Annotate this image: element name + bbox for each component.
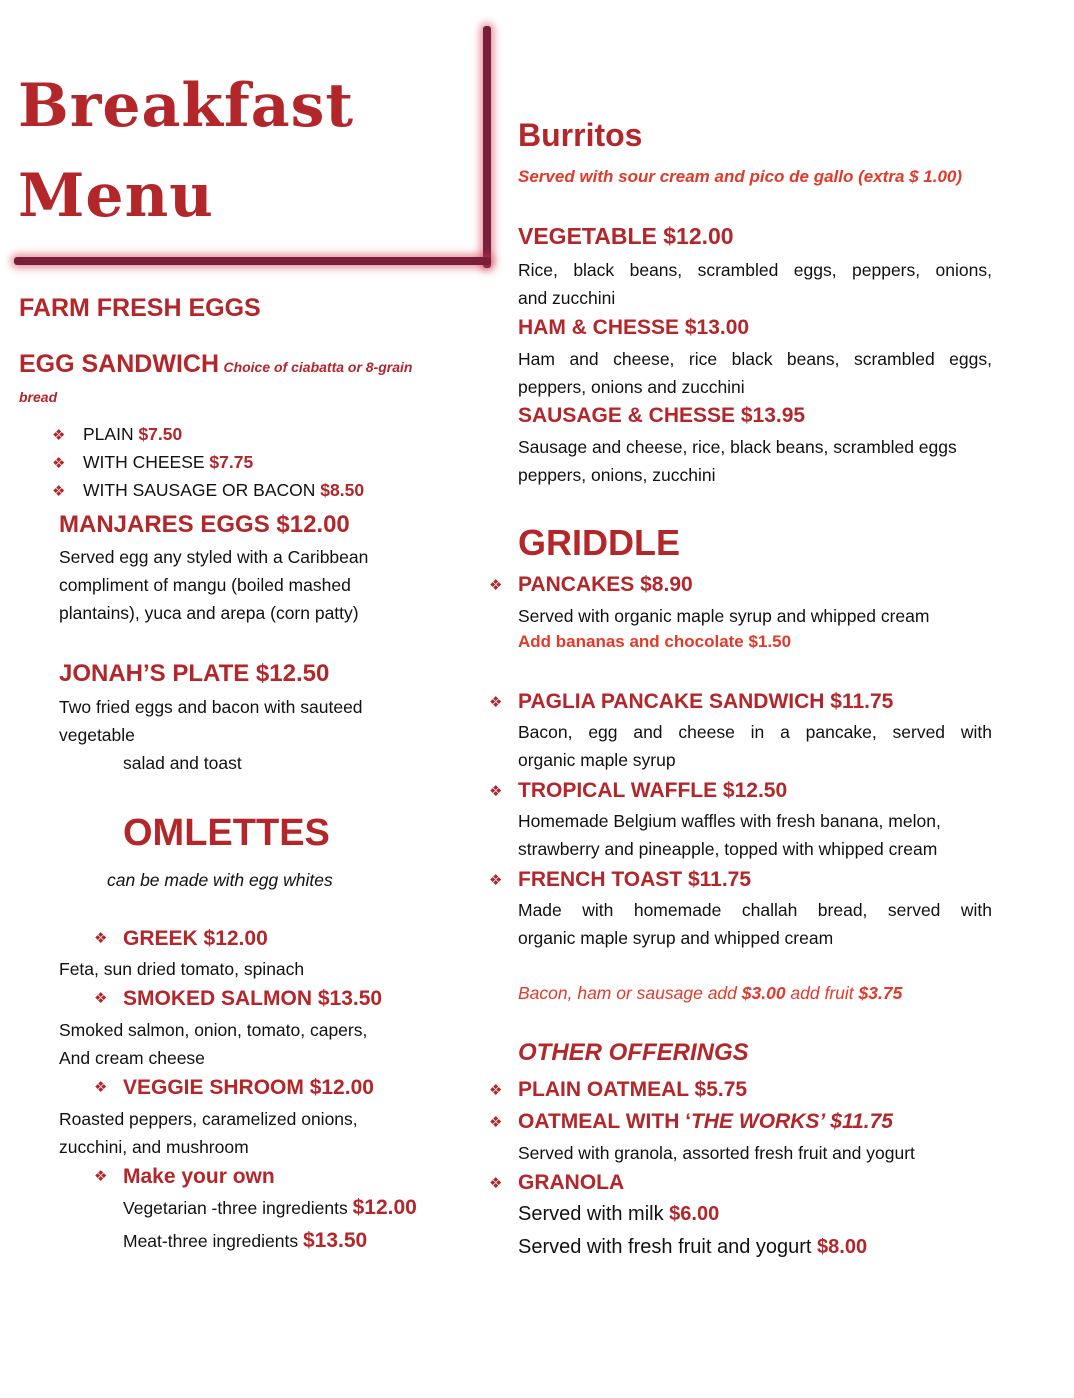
- option-label: Served with milk: [518, 1203, 670, 1225]
- egg-sandwich-note: Choice of ciabatta or 8-grain: [223, 359, 413, 375]
- make-own-veg: [123, 1196, 417, 1220]
- pancakes-desc: Served with organic maple syrup and whipped cream: [518, 606, 930, 626]
- manjares-desc: [59, 543, 368, 627]
- extras-text: Bacon, ham or sausage add: [518, 983, 742, 1003]
- granola-title: GRANOLA: [518, 1171, 625, 1194]
- item-price: $8.50: [320, 480, 365, 500]
- bullet-icon: ❖: [94, 1079, 108, 1096]
- desc-line: vegetable: [59, 725, 135, 745]
- oatmeal-works-desc: Served with granola, assorted fresh fruit and yogurt: [518, 1143, 915, 1163]
- burritos-heading: Burritos: [518, 117, 643, 153]
- item-price: $7.75: [209, 452, 254, 472]
- bullet-icon: ❖: [489, 783, 503, 800]
- title-frame-horizontal: [14, 257, 491, 265]
- bullet-icon: ❖: [489, 1175, 503, 1192]
- item-price: $7.50: [138, 424, 183, 444]
- title-frame-vertical: [483, 26, 491, 268]
- desc-line: strawberry and pineapple, topped with whipped cream: [518, 839, 938, 859]
- option-price: $12.00: [352, 1196, 417, 1219]
- bullet-icon: ❖: [94, 990, 108, 1007]
- desc-line: salad and toast: [123, 753, 242, 773]
- item-label: PLAIN: [83, 424, 134, 444]
- granola-fruit: [518, 1236, 867, 1259]
- egg-sandwich-heading: [19, 351, 439, 379]
- veggie-title: VEGGIE SHROOM $12.00: [123, 1076, 374, 1099]
- option-price: $8.00: [817, 1236, 868, 1258]
- title-part: OATMEAL WITH ‘: [518, 1110, 692, 1133]
- bullet-icon: ❖: [94, 930, 108, 947]
- egg-sandwich-note-cont: bread: [19, 389, 58, 405]
- desc-line: Made with homemade challah bread, served with: [518, 900, 992, 920]
- granola-milk: [518, 1203, 719, 1226]
- make-own-title: Make your own: [123, 1165, 275, 1188]
- bullet-icon: ❖: [94, 1168, 108, 1185]
- desc-line: organic maple syrup and whipped cream: [518, 928, 834, 948]
- desc-line: plantains), yuca and arepa (corn patty): [59, 603, 359, 623]
- desc-line: zucchini, and mushroom: [59, 1137, 249, 1157]
- desc-line: Rice, black beans, scrambled eggs, peppers, onions,: [518, 260, 992, 280]
- pancakes-title: PANCAKES $8.90: [518, 573, 693, 596]
- desc-line: organic maple syrup: [518, 750, 676, 770]
- bullet-icon: ❖: [52, 427, 66, 444]
- extras-text: add fruit: [785, 983, 859, 1003]
- omlettes-heading: OMLETTES: [123, 812, 330, 854]
- paglia-desc: [518, 718, 992, 774]
- bullet-icon: ❖: [52, 455, 66, 472]
- veggie-desc: [59, 1105, 358, 1161]
- paglia-title: PAGLIA PANCAKE SANDWICH $11.75: [518, 690, 894, 713]
- desc-line: Ham and cheese, rice black beans, scrambled eggs,: [518, 349, 992, 369]
- oatmeal-works-title: [518, 1109, 893, 1134]
- desc-line: Bacon, egg and cheese in a pancake, served with: [518, 722, 992, 742]
- item-label: WITH SAUSAGE OR BACON: [83, 480, 316, 500]
- french-toast-title: FRENCH TOAST $11.75: [518, 868, 752, 891]
- extras-price: $3.75: [858, 983, 903, 1003]
- desc-line: Smoked salmon, onion, tomato, capers,: [59, 1020, 368, 1040]
- title-part: THE WORKS’: [691, 1110, 825, 1133]
- salmon-desc: [59, 1016, 367, 1072]
- french-toast-desc: [518, 896, 992, 952]
- jonah-title: JONAH’S PLATE $12.50: [59, 660, 330, 687]
- bullet-icon: ❖: [489, 1082, 503, 1099]
- desc-line: peppers, onions and zucchini: [518, 377, 745, 397]
- farm-fresh-heading: FARM FRESH EGGS: [19, 294, 261, 322]
- bullet-icon: ❖: [489, 872, 503, 889]
- omlettes-subtitle: can be made with egg whites: [107, 870, 333, 890]
- extras-price: $3.00: [741, 983, 786, 1003]
- waffle-desc: [518, 807, 992, 863]
- menu-title-line2: Menu: [18, 161, 214, 231]
- make-own-meat: [123, 1229, 367, 1253]
- desc-line: And cream cheese: [59, 1048, 205, 1068]
- greek-desc: Feta, sun dried tomato, spinach: [59, 959, 305, 979]
- bullet-icon: ❖: [489, 577, 503, 594]
- desc-line: Served egg any styled with a Caribbean: [59, 547, 369, 567]
- option-price: $13.50: [302, 1229, 368, 1252]
- desc-line: Two fried eggs and bacon with sauteed: [59, 697, 363, 717]
- salmon-title: SMOKED SALMON $13.50: [123, 987, 383, 1010]
- bullet-icon: ❖: [489, 1114, 503, 1131]
- option-price: $6.00: [669, 1203, 720, 1225]
- plain-oatmeal-title: PLAIN OATMEAL $5.75: [518, 1078, 748, 1101]
- option-label: Vegetarian -three ingredients: [123, 1198, 348, 1218]
- title-part: $11.75: [824, 1110, 893, 1133]
- ham-title: HAM & CHESSE $13.00: [518, 316, 750, 339]
- desc-line: Sausage and cheese, rice, black beans, scrambled eggs: [518, 437, 957, 457]
- pancakes-addon: Add bananas and chocolate $1.50: [518, 632, 792, 651]
- vegetable-title: VEGETABLE $12.00: [518, 223, 734, 249]
- griddle-heading: GRIDDLE: [518, 522, 680, 563]
- jonah-desc: [59, 693, 363, 777]
- griddle-extras: [518, 983, 902, 1004]
- desc-line: Homemade Belgium waffles with fresh banana, melon,: [518, 811, 941, 831]
- burritos-note: Served with sour cream and pico de gallo (extra $ 1.00): [518, 167, 963, 186]
- bullet-icon: ❖: [489, 694, 503, 711]
- manjares-title: MANJARES EGGS $12.00: [59, 511, 350, 538]
- sausage-desc: [518, 433, 992, 489]
- greek-title: GREEK $12.00: [123, 927, 268, 950]
- vegetable-desc: [518, 256, 992, 312]
- desc-line: compliment of mangu (boiled mashed: [59, 575, 351, 595]
- desc-line: peppers, onions, zucchini: [518, 465, 716, 485]
- menu-title-line1: Breakfast: [18, 71, 355, 141]
- ham-desc: [518, 345, 992, 401]
- waffle-title: TROPICAL WAFFLE $12.50: [518, 779, 788, 802]
- desc-line: Roasted peppers, caramelized onions,: [59, 1109, 358, 1129]
- other-offerings-heading: OTHER OFFERINGS: [518, 1039, 749, 1066]
- sausage-title: SAUSAGE & CHESSE $13.95: [518, 404, 806, 427]
- egg-sandwich-title: EGG SANDWICH: [19, 350, 219, 378]
- option-label: Served with fresh fruit and yogurt: [518, 1236, 818, 1258]
- option-label: Meat-three ingredients: [123, 1231, 299, 1251]
- bullet-icon: ❖: [52, 483, 66, 500]
- desc-line: and zucchini: [518, 288, 616, 308]
- item-label: WITH CHEESE: [83, 452, 205, 472]
